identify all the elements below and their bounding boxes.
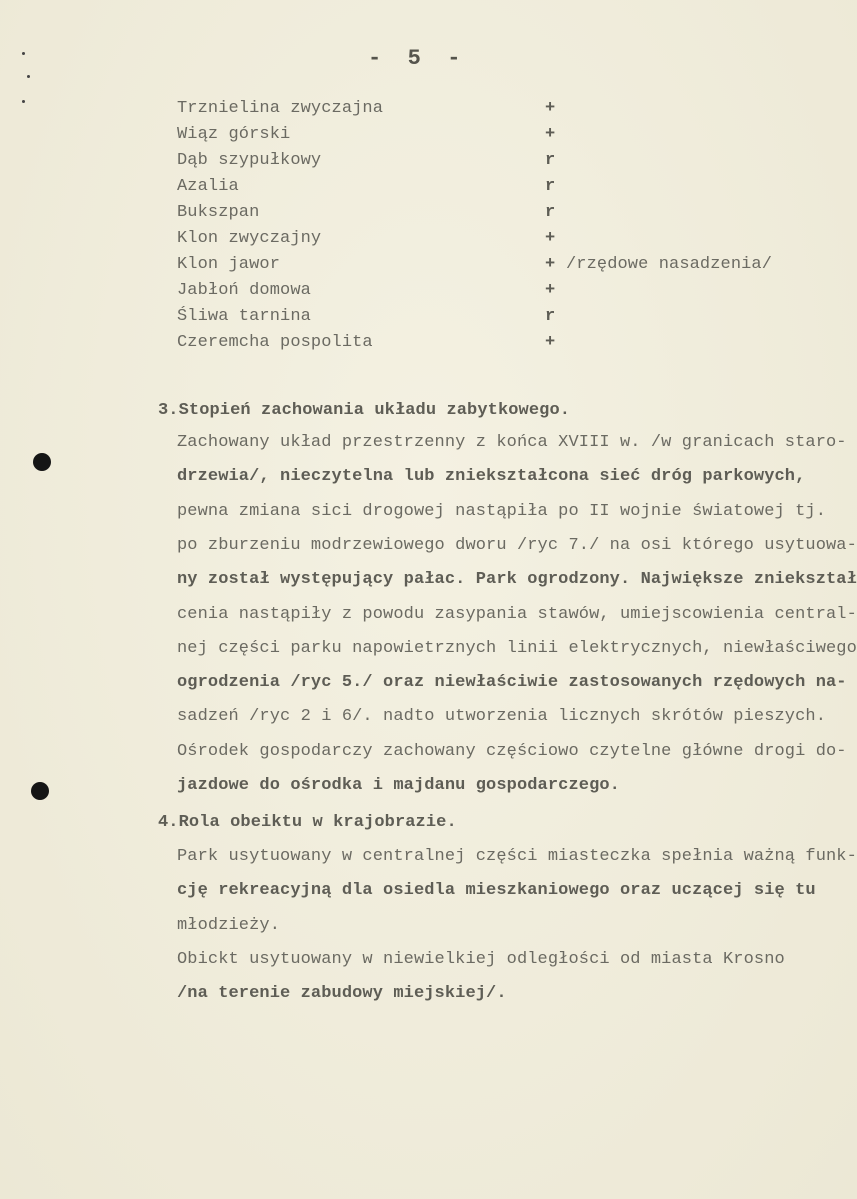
body-line: /na terenie zabudowy miejskiej/. [177, 984, 507, 1004]
body-line: jazdowe do ośrodka i majdanu gospodarczego. [177, 776, 620, 795]
section-4-heading: 4.Rola obeiktu w krajobrazie. [158, 813, 457, 832]
species-mark: + [545, 125, 556, 144]
body-line: cję rekreacyjną dla osiedla mieszkaniowego oraz uczącej się tu [177, 881, 816, 901]
species-mark: r [545, 203, 556, 222]
paper-speck [22, 100, 25, 103]
body-line: nej części parku napowietrznych linii elektrycznych, niewłaściwego [177, 638, 857, 658]
page-number: - 5 - [368, 46, 461, 71]
species-name: Śliwa tarnina [177, 307, 311, 326]
species-mark: r [545, 151, 556, 170]
species-name: Wiąz górski [177, 125, 291, 144]
body-line: ogrodzenia /ryc 5./ oraz niewłaściwie zastosowanych rzędowych na- [177, 673, 847, 693]
paper-speck [27, 75, 30, 78]
species-name: Jabłoń domowa [177, 281, 311, 300]
body-line: Park usytuowany w centralnej części miasteczka spełnia ważną funk- [177, 847, 857, 866]
body-line: pewna zmiana sici drogowej nastąpiła po II wojnie światowej tj. [177, 501, 827, 521]
species-mark: + [545, 229, 556, 248]
species-name: Czeremcha pospolita [177, 333, 373, 352]
species-mark: + [545, 255, 556, 274]
species-mark: r [545, 177, 556, 196]
species-mark: + [545, 99, 556, 118]
body-line: Ośrodek gospodarczy zachowany częściowo czytelne główne drogi do- [177, 741, 847, 761]
species-name: Klon zwyczajny [177, 229, 322, 248]
body-line: Zachowany układ przestrzenny z końca XVIII w. /w granicach staro- [177, 433, 847, 452]
species-name: Klon jawor [177, 255, 281, 274]
species-note: /rzędowe nasadzenia/ [566, 255, 773, 274]
body-line: drzewia/, nieczytelna lub zniekształcona sieć dróg parkowych, [177, 467, 806, 487]
body-line: po zburzeniu modrzewiowego dworu /ryc 7./ na osi którego usytuowa- [177, 535, 857, 555]
species-mark: + [545, 281, 556, 300]
body-line: Obickt usytuowany w niewielkiej odległości od miasta Krosno [177, 949, 785, 969]
species-mark: r [545, 307, 556, 326]
body-line: młodzieży. [177, 915, 281, 935]
body-line: sadzeń /ryc 2 i 6/. nadto utworzenia licznych skrótów pieszych. [177, 707, 827, 727]
species-name: Bukszpan [177, 203, 260, 222]
punch-hole [31, 782, 49, 800]
species-name: Dąb szypułkowy [177, 151, 322, 170]
section-3-heading: 3.Stopień zachowania układu zabytkowego. [158, 401, 571, 420]
paper-speck [22, 52, 25, 55]
species-name: Trznielina zwyczajna [177, 99, 384, 118]
species-mark: + [545, 333, 556, 352]
punch-hole [33, 453, 51, 471]
body-line: cenia nastąpiły z powodu zasypania stawów, umiejscowienia central- [177, 604, 857, 624]
body-line: ny został występujący pałac. Park ogrodzony. Największe zniekształ [177, 570, 857, 590]
species-name: Azalia [177, 177, 239, 196]
